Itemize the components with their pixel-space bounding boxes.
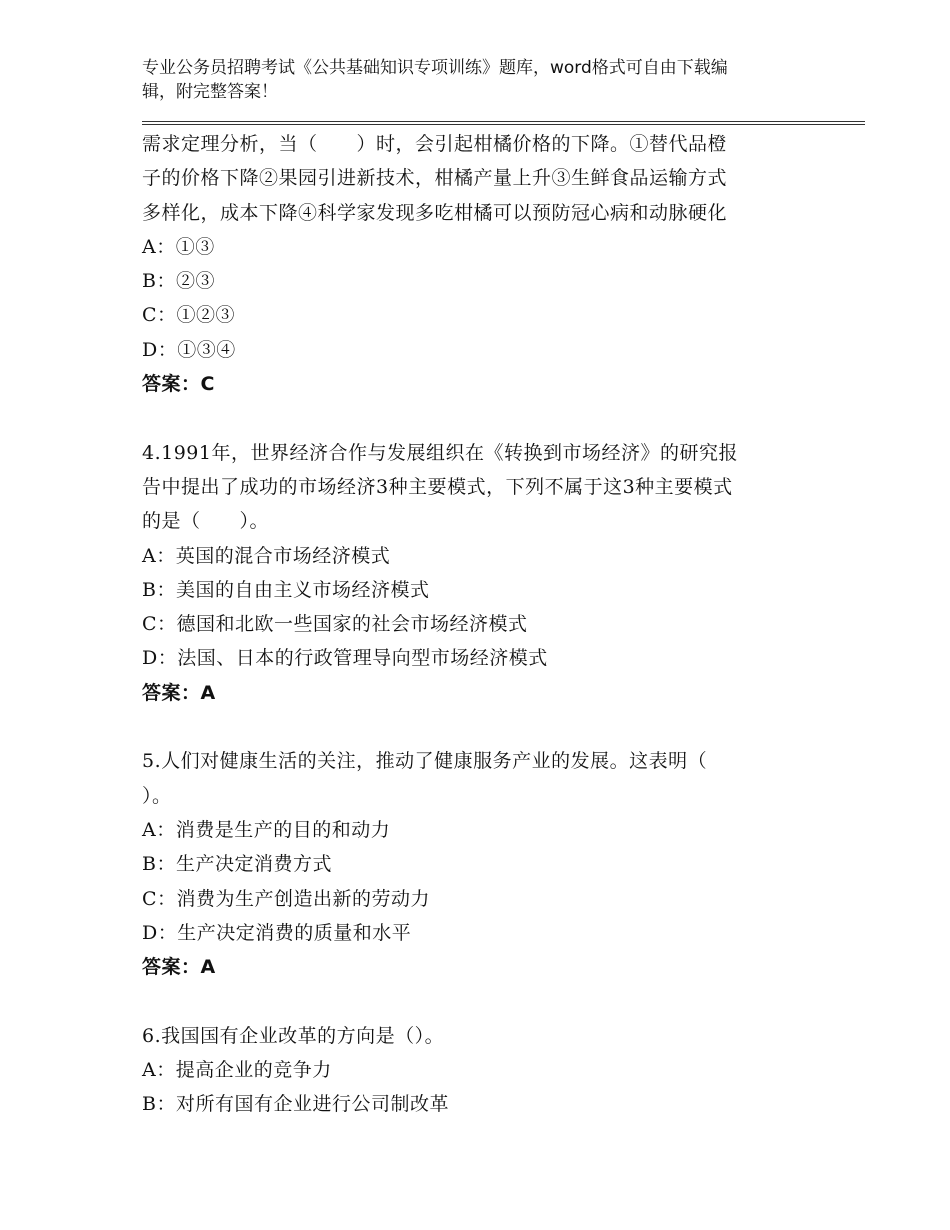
option-a: A：提高企业的竞争力: [142, 1059, 332, 1082]
header-line-2: 辑，附完整答案！: [142, 82, 278, 102]
question-stem-line: 告中提出了成功的市场经济3种主要模式，下列不属于这3种主要模式: [142, 475, 733, 498]
header-divider-top: [142, 121, 865, 122]
spacer: [142, 710, 832, 744]
option-b: B：生产决定消费方式: [142, 853, 332, 876]
question-stem-line: 6.我国国有企业改革的方向是（）。: [142, 1024, 445, 1047]
question-5: [142, 744, 832, 984]
question-stem-line: 子的价格下降②果园引进新技术，柑橘产量上升③生鲜食品运输方式: [142, 167, 728, 190]
header-divider-bottom: [142, 124, 865, 125]
option-d: D：①③④: [142, 338, 236, 361]
question-3: [142, 127, 832, 401]
option-c: C：消费为生产创造出新的劳动力: [142, 887, 431, 910]
option-c: C：①②③: [142, 304, 236, 327]
option-c: C：德国和北欧一些国家的社会市场经济模式: [142, 613, 528, 636]
option-d: D：生产决定消费的质量和水平: [142, 921, 412, 944]
option-b: B：②③: [142, 270, 215, 293]
page-header: [142, 56, 822, 104]
option-b: B：美国的自由主义市场经济模式: [142, 578, 430, 601]
question-stem-line: 的是（ ）。: [142, 510, 270, 533]
header-line-1: 专业公务员招聘考试《公共基础知识专项训练》题库，word格式可自由下载编: [142, 58, 728, 78]
spacer: [142, 984, 832, 1018]
option-a: A：英国的混合市场经济模式: [142, 544, 391, 567]
question-stem-line: ）。: [142, 784, 172, 807]
question-stem-line: 5.人们对健康生活的关注，推动了健康服务产业的发展。这表明（: [142, 750, 708, 773]
option-a: A：①③: [142, 235, 215, 258]
answer-label: 答案：A: [142, 681, 216, 704]
option-d: D：法国、日本的行政管理导向型市场经济模式: [142, 647, 548, 670]
option-b: B：对所有国有企业进行公司制改革: [142, 1093, 449, 1116]
answer-label: 答案：C: [142, 373, 215, 396]
question-stem-line: 需求定理分析，当（ ）时，会引起柑橘价格的下降。①替代品橙: [142, 133, 728, 155]
question-4: [142, 436, 832, 710]
answer-label: 答案：A: [142, 956, 216, 979]
option-a: A：消费是生产的目的和动力: [142, 818, 391, 841]
question-stem-line: 4.1991年，世界经济合作与发展组织在《转换到市场经济》的研究报: [142, 441, 738, 464]
spacer: [142, 401, 832, 435]
document-body: [142, 127, 832, 1122]
question-stem-line: 多样化，成本下降④科学家发现多吃柑橘可以预防冠心病和动脉硬化: [142, 201, 728, 224]
question-6: [142, 1019, 832, 1122]
